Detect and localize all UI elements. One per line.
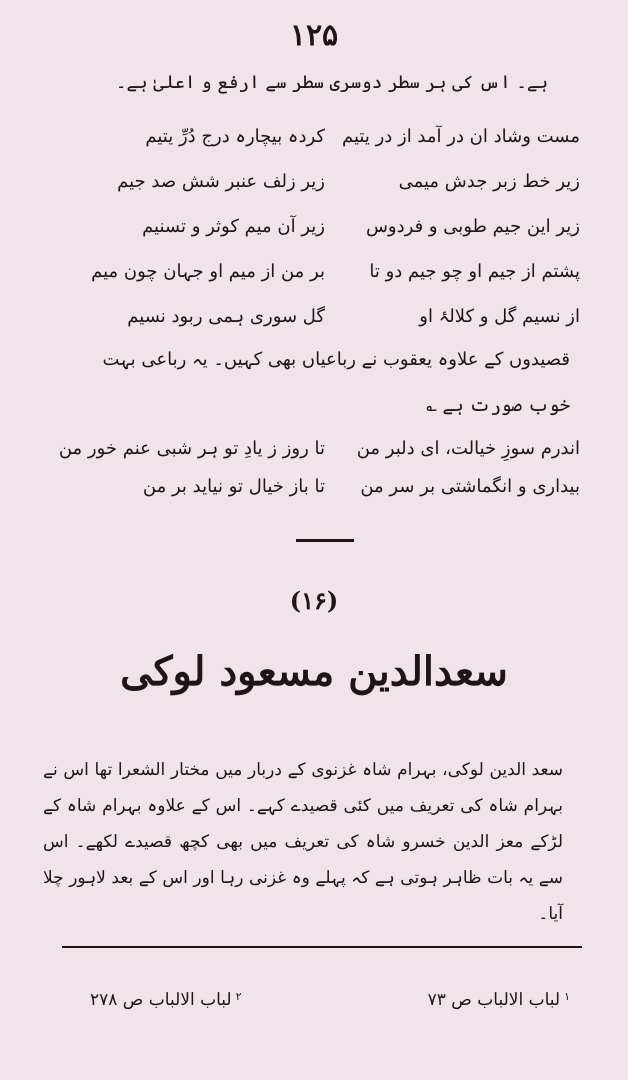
verse-left: تا باز خیال تو نیاید بر من <box>142 476 325 497</box>
footnote-rule <box>62 946 582 948</box>
verse-right: اندرم سوزِ خیالت، ای دلبر من <box>356 438 580 459</box>
verse-left: بر من از میم او جہان چون میم <box>91 261 325 282</box>
page-number: ۱۲۵ <box>289 18 339 53</box>
verse-left: تا روز ز یادِ تو ہر شبی عنم خور من <box>58 438 325 459</box>
paragraph-1: قصیدوں کے علاوہ یعقوب نے رباعیاں بھی کہیں۔ یہ رباعی بہت <box>102 349 570 370</box>
intro-line: ہے۔ اس کی ہر سطر دوسری سطر سے ارفع و اعلیٰ ہے۔ <box>115 72 548 93</box>
verse-left: گل سوری ہمی ربود نسیم <box>127 306 325 327</box>
verse-row <box>90 159 580 204</box>
verse-row <box>90 294 580 339</box>
verse-right: بیداری و انگماشتی بر سر من <box>360 476 580 497</box>
verse-right: زیر این جیم طوبی و فردوس <box>365 216 580 237</box>
verse-right: مست وشاد ان در آمد از در یتیم <box>342 126 580 147</box>
section-number: (۱۶) <box>289 586 339 615</box>
verse-block-1 <box>90 114 580 339</box>
verse-row <box>90 468 580 506</box>
footnotes <box>90 990 570 1010</box>
footnote-1-text: لباب الالباب ص ۷۳ <box>427 990 561 1010</box>
verse-right: از نسیم گل و کلالۂ او <box>419 306 580 327</box>
footnote-2-text: لباب الالباب ص ۲۷۸ <box>90 990 232 1010</box>
verse-left: زیر آن میم کوثر و تسنیم <box>142 216 325 237</box>
verse-right: زیر خط زبر جدش میمی <box>398 171 580 192</box>
verse-row <box>90 249 580 294</box>
footnote-1 <box>428 990 570 1010</box>
body-paragraph: سعد الدین لوکی، بہرام شاہ غزنوی کے دربار میں مختار الشعرا تھا اس نے بہرام شاہ کی تعریف میں کئی قصیدے کہے۔ اس کے علاوہ بہرام شاہ کے لڑکے معز الدین خسرو شاہ کی تعریف میں بھی کچھ قصیدے لکھے۔ اس سے یہ بات ظاہر ہوتی ہے کہ پہلے وہ غزنی رہا اور اس کے بعد لاہور چلا آیا۔ <box>43 760 564 924</box>
verse-right: پشتم از جیم او چو جیم دو تا <box>369 261 580 282</box>
footnote-1-mark: ۱ <box>564 990 570 1003</box>
verse-row <box>58 430 580 468</box>
footnote-2-mark: ۲ <box>235 990 242 1003</box>
chapter-title: سعدالدین مسعود لوکی <box>120 648 508 695</box>
verse-row <box>90 114 580 159</box>
verse-block-2 <box>58 430 580 506</box>
verse-row <box>90 204 580 249</box>
verse-left: کردہ بیچارہ درج دُرِّ یتیم <box>145 126 325 147</box>
section-divider <box>296 539 354 542</box>
footnote-2 <box>90 990 242 1010</box>
verse-left: زیر زلف عنبر شش صد جیم <box>117 171 325 192</box>
paragraph-1-continued: خوب صورت ہے ؎ <box>426 395 570 416</box>
